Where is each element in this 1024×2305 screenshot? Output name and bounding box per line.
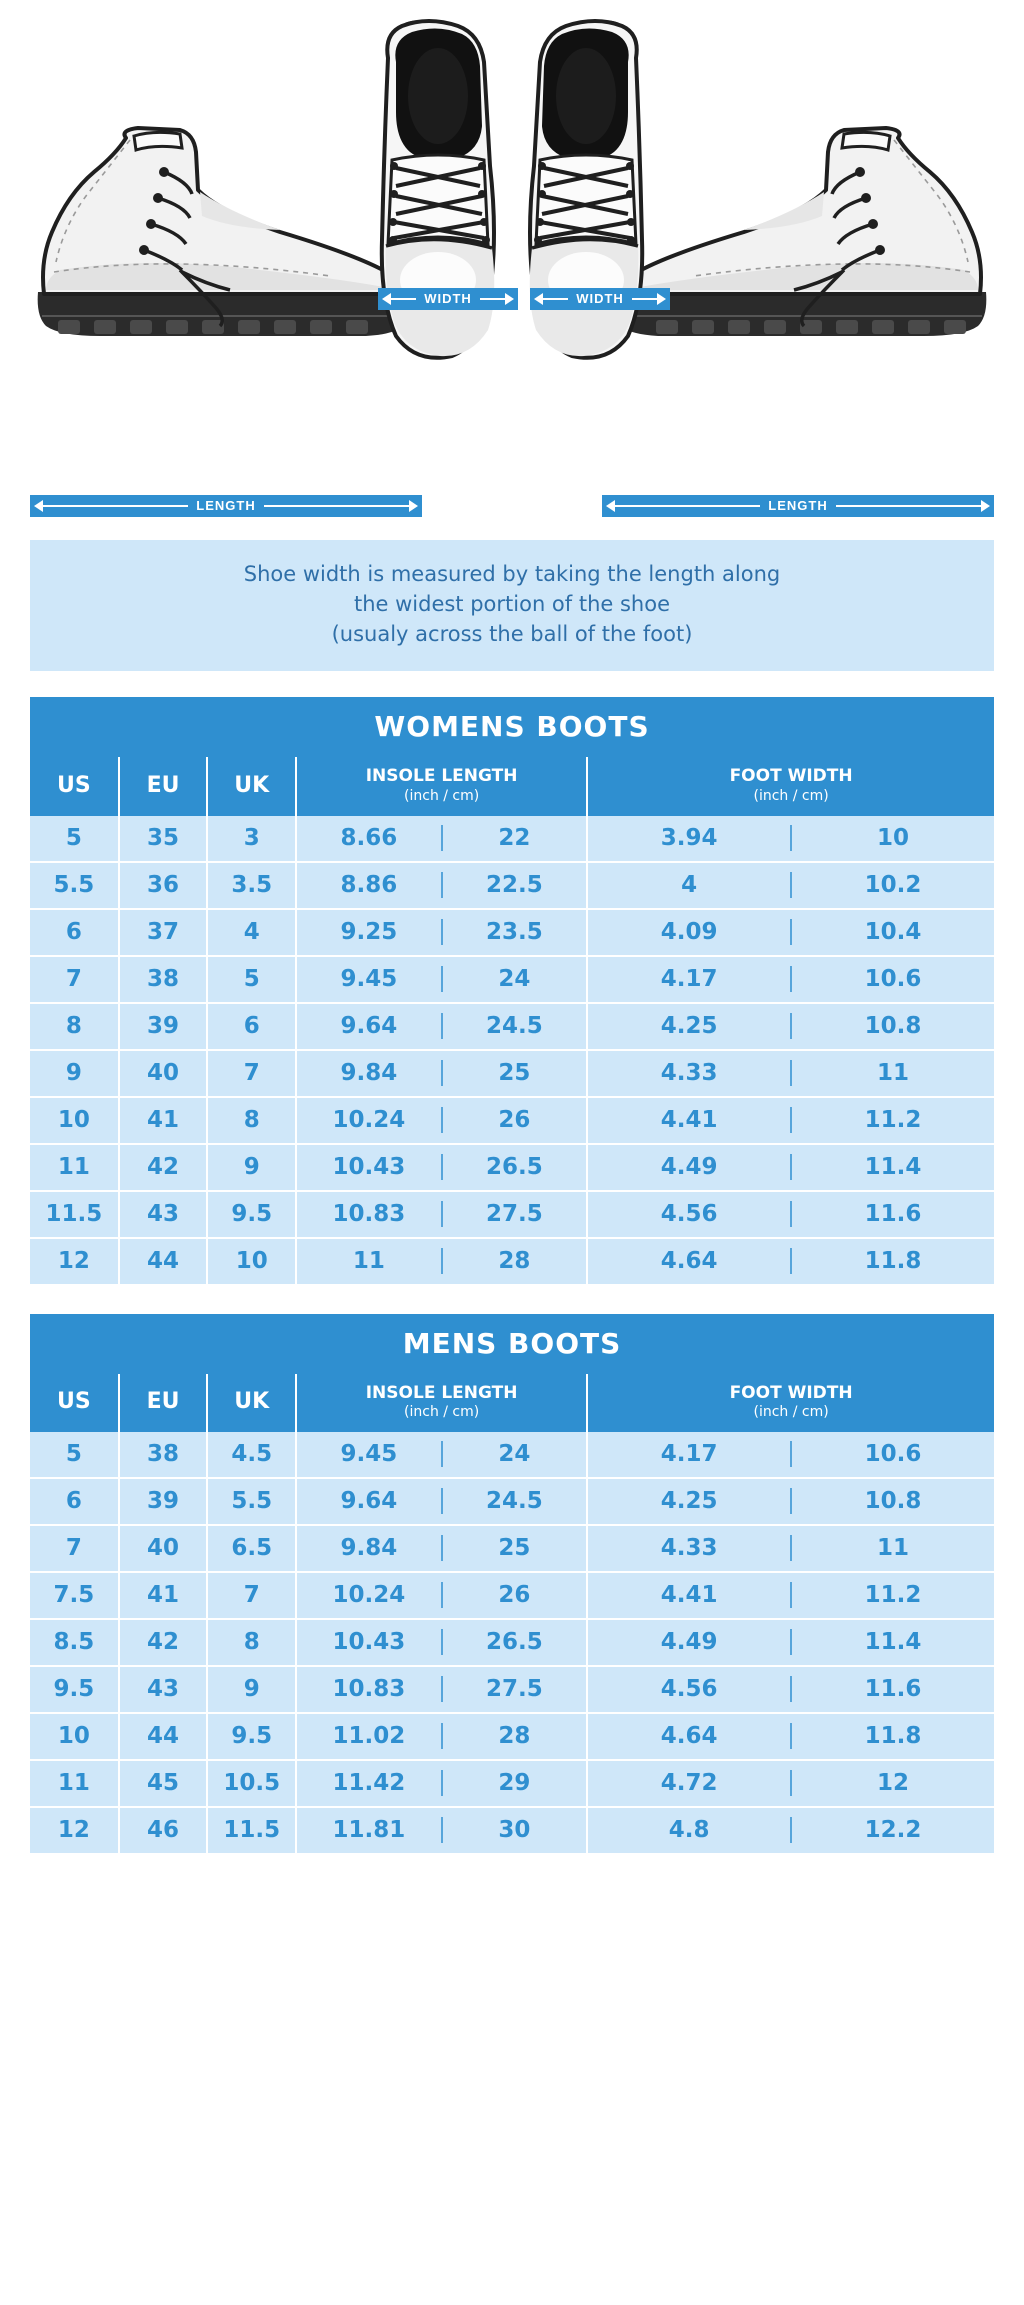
cell-eu: 36: [119, 862, 208, 909]
cell-us: 12: [30, 1807, 119, 1854]
cell-insole: 9.84 25: [296, 1525, 587, 1572]
note-line-1: Shoe width is measured by taking the length along: [243, 562, 781, 586]
note-line-2: the widest portion of the shoe: [353, 591, 671, 616]
cell-foot-width: 4.56 11.6: [587, 1191, 994, 1238]
cell-us: 5: [30, 816, 119, 862]
length-measure-left: LENGTH: [30, 495, 422, 517]
arrow-left-icon: [382, 293, 391, 305]
table-row: [30, 1525, 994, 1572]
header-foot-width: FOOT WIDTH (inch / cm): [587, 757, 994, 815]
header-us: US: [30, 757, 119, 815]
header-foot-width: FOOT WIDTH (inch / cm): [587, 1374, 994, 1432]
cell-foot-width: 4.49 11.4: [587, 1619, 994, 1666]
mens-boots-table-block: [30, 1314, 994, 1855]
cell-uk: 5: [207, 956, 296, 1003]
arrow-right-icon: [657, 293, 666, 305]
table-row: [30, 862, 994, 909]
arrow-right-icon: [409, 500, 418, 512]
cell-uk: 11.5: [207, 1807, 296, 1854]
cell-eu: 44: [119, 1713, 208, 1760]
cell-us: 8.5: [30, 1619, 119, 1666]
cell-foot-width: 4.17 10.6: [587, 1432, 994, 1478]
cell-us: 7.5: [30, 1572, 119, 1619]
cell-foot-width: 4.64 11.8: [587, 1713, 994, 1760]
cell-insole: 9.64 24.5: [296, 1003, 587, 1050]
cell-eu: 38: [119, 956, 208, 1003]
cell-insole: 11.81 30: [296, 1807, 587, 1854]
cell-eu: 41: [119, 1572, 208, 1619]
table-header-row: [30, 757, 994, 815]
cell-eu: 39: [119, 1478, 208, 1525]
header-insole-length: INSOLE LENGTH (inch / cm): [296, 1374, 587, 1432]
table-row: [30, 1760, 994, 1807]
cell-insole: 11.02 28: [296, 1713, 587, 1760]
cell-insole: 11.42 29: [296, 1760, 587, 1807]
cell-us: 7: [30, 956, 119, 1003]
width-measurement-note: [30, 540, 994, 671]
cell-foot-width: 4.33 11: [587, 1525, 994, 1572]
boot-illustration: [30, 0, 994, 530]
cell-uk: 3: [207, 816, 296, 862]
cell-foot-width: 4.33 11: [587, 1050, 994, 1097]
table-row: [30, 1572, 994, 1619]
boot-top-pair-image: [362, 0, 662, 420]
cell-eu: 40: [119, 1525, 208, 1572]
cell-uk: 4: [207, 909, 296, 956]
table-row: [30, 1050, 994, 1097]
table-row: [30, 956, 994, 1003]
width-measure-left: WIDTH: [378, 288, 518, 310]
cell-uk: 7: [207, 1572, 296, 1619]
cell-us: 8: [30, 1003, 119, 1050]
cell-us: 9: [30, 1050, 119, 1097]
cell-foot-width: 4.17 10.6: [587, 956, 994, 1003]
cell-foot-width: 4.41 11.2: [587, 1097, 994, 1144]
cell-uk: 4.5: [207, 1432, 296, 1478]
cell-us: 6: [30, 1478, 119, 1525]
cell-eu: 46: [119, 1807, 208, 1854]
cell-foot-width: 4.56 11.6: [587, 1666, 994, 1713]
cell-insole: 10.24 26: [296, 1097, 587, 1144]
header-eu: EU: [119, 757, 208, 815]
table-row: [30, 1619, 994, 1666]
cell-us: 9.5: [30, 1666, 119, 1713]
cell-foot-width: 4.09 10.4: [587, 909, 994, 956]
cell-eu: 41: [119, 1097, 208, 1144]
table-row: [30, 1713, 994, 1760]
cell-foot-width: 4.72 12: [587, 1760, 994, 1807]
cell-foot-width: 4.49 11.4: [587, 1144, 994, 1191]
header-uk: UK: [207, 757, 296, 815]
mens-boots-title: MENS BOOTS: [30, 1314, 994, 1374]
table-row: [30, 1807, 994, 1854]
cell-eu: 37: [119, 909, 208, 956]
cell-uk: 6: [207, 1003, 296, 1050]
mens-boots-table: [30, 1374, 994, 1855]
womens-boots-title: WOMENS BOOTS: [30, 697, 994, 757]
table-row: [30, 1238, 994, 1285]
cell-eu: 42: [119, 1144, 208, 1191]
cell-us: 12: [30, 1238, 119, 1285]
cell-insole: 9.45 24: [296, 956, 587, 1003]
cell-insole: 10.83 27.5: [296, 1191, 587, 1238]
cell-eu: 42: [119, 1619, 208, 1666]
table-row: [30, 816, 994, 862]
cell-uk: 6.5: [207, 1525, 296, 1572]
table-row: [30, 1191, 994, 1238]
cell-uk: 10: [207, 1238, 296, 1285]
arrow-left-icon: [34, 500, 43, 512]
cell-us: 10: [30, 1097, 119, 1144]
header-eu: EU: [119, 1374, 208, 1432]
cell-eu: 39: [119, 1003, 208, 1050]
cell-us: 5: [30, 1432, 119, 1478]
arrow-left-icon: [606, 500, 615, 512]
cell-insole: 9.45 24: [296, 1432, 587, 1478]
table-row: [30, 1144, 994, 1191]
arrow-right-icon: [505, 293, 514, 305]
cell-insole: 9.25 23.5: [296, 909, 587, 956]
table-row: [30, 1003, 994, 1050]
cell-us: 7: [30, 1525, 119, 1572]
cell-insole: 9.64 24.5: [296, 1478, 587, 1525]
cell-foot-width: 3.94 10: [587, 816, 994, 862]
table-header-row: [30, 1374, 994, 1432]
cell-uk: 10.5: [207, 1760, 296, 1807]
cell-uk: 7: [207, 1050, 296, 1097]
cell-eu: 43: [119, 1191, 208, 1238]
cell-insole: 11 28: [296, 1238, 587, 1285]
note-line-3: (usualy across the ball of the foot): [331, 621, 693, 646]
cell-uk: 9.5: [207, 1713, 296, 1760]
womens-boots-table-block: [30, 697, 994, 1285]
table-row: [30, 1666, 994, 1713]
header-uk: UK: [207, 1374, 296, 1432]
cell-us: 11.5: [30, 1191, 119, 1238]
cell-uk: 8: [207, 1619, 296, 1666]
cell-insole: 9.84 25: [296, 1050, 587, 1097]
length-measure-right: LENGTH: [602, 495, 994, 517]
cell-foot-width: 4.25 10.8: [587, 1478, 994, 1525]
cell-foot-width: 4.64 11.8: [587, 1238, 994, 1285]
cell-us: 10: [30, 1713, 119, 1760]
arrow-right-icon: [981, 500, 990, 512]
cell-uk: 9.5: [207, 1191, 296, 1238]
table-row: [30, 1097, 994, 1144]
cell-uk: 9: [207, 1144, 296, 1191]
cell-insole: 8.86 22.5: [296, 862, 587, 909]
cell-eu: 35: [119, 816, 208, 862]
table-row: [30, 1478, 994, 1525]
arrow-left-icon: [534, 293, 543, 305]
cell-insole: 10.43 26.5: [296, 1619, 587, 1666]
cell-us: 11: [30, 1144, 119, 1191]
header-us: US: [30, 1374, 119, 1432]
cell-uk: 8: [207, 1097, 296, 1144]
cell-eu: 43: [119, 1666, 208, 1713]
header-insole-length: INSOLE LENGTH (inch / cm): [296, 757, 587, 815]
cell-eu: 44: [119, 1238, 208, 1285]
cell-insole: 8.66 22: [296, 816, 587, 862]
cell-uk: 3.5: [207, 862, 296, 909]
cell-foot-width: 4.41 11.2: [587, 1572, 994, 1619]
cell-foot-width: 4 10.2: [587, 862, 994, 909]
cell-us: 11: [30, 1760, 119, 1807]
cell-eu: 40: [119, 1050, 208, 1097]
cell-us: 5.5: [30, 862, 119, 909]
cell-insole: 10.83 27.5: [296, 1666, 587, 1713]
cell-insole: 10.43 26.5: [296, 1144, 587, 1191]
cell-foot-width: 4.25 10.8: [587, 1003, 994, 1050]
cell-uk: 5.5: [207, 1478, 296, 1525]
cell-insole: 10.24 26: [296, 1572, 587, 1619]
cell-eu: 38: [119, 1432, 208, 1478]
cell-us: 6: [30, 909, 119, 956]
width-measure-right: WIDTH: [530, 288, 670, 310]
cell-uk: 9: [207, 1666, 296, 1713]
cell-foot-width: 4.8 12.2: [587, 1807, 994, 1854]
womens-boots-table: [30, 757, 994, 1285]
table-row: [30, 909, 994, 956]
table-row: [30, 1432, 994, 1478]
cell-eu: 45: [119, 1760, 208, 1807]
